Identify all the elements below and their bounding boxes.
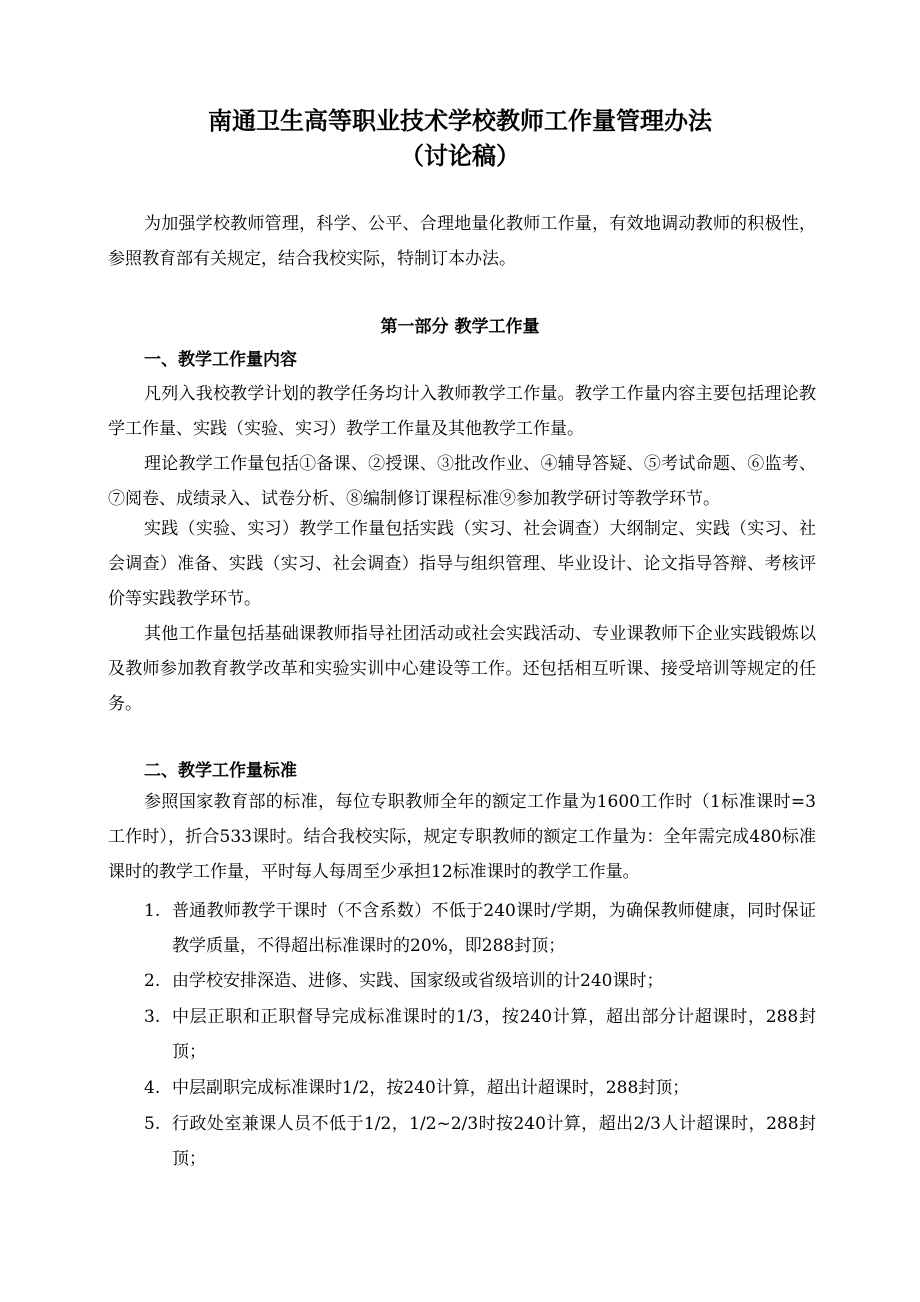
list-item <box>144 1107 816 1177</box>
document-title: 南通卫生高等职业技术学校教师工作量管理办法 <box>208 107 712 135</box>
list-item-text: 行政处室兼课人员不低于1/2，1/2~2/3时按240计算，超出2/3人计超课时，288封顶； <box>172 1114 816 1169</box>
section2-paragraph: 参照国家教育部的标准，每位专职教师全年的额定工作量为1600工作时（1标准课时=3工作时），折合533课时。结合我校实际，规定专职教师的额定工作量为：全年需完成480标准课时的教学工作量，平时每人每周至少承担12标准课时的教学工作量。 <box>108 792 816 882</box>
part1-heading: 第一部分 教学工作量 <box>380 317 540 337</box>
section1-paragraph: 其他工作量包括基础课教师指导社团活动或社会实践活动、专业课教师下企业实践锻炼以及教师参加教育教学改革和实验实训中心建设等工作。还包括相互听课、接受培训等规定的任务。 <box>108 624 816 714</box>
list-item <box>144 1071 816 1106</box>
list-item-number: 3. <box>144 1007 161 1027</box>
list-item <box>144 964 816 999</box>
list-item <box>144 894 816 964</box>
intro-paragraph: 为加强学校教师管理，科学、公平、合理地量化教师工作量，有效地调动教师的积极性，参照教育部有关规定，结合我校实际，特制订本办法。 <box>108 214 816 269</box>
list-item-text: 由学校安排深造、进修、实践、国家级或省级培训的计240课时； <box>172 971 664 991</box>
list-item <box>144 1000 816 1070</box>
list-item-text: 中层正职和正职督导完成标准课时的1/3，按240计算，超出部分计超课时，288封顶； <box>172 1007 816 1062</box>
list-item-number: 4. <box>144 1078 161 1098</box>
list-item-number: 1. <box>144 901 161 921</box>
section1-paragraph: 凡列入我校教学计划的教学任务均计入教师教学工作量。教学工作量内容主要包括理论教学工作量、实践（实验、实习）教学工作量及其他教学工作量。 <box>108 384 816 439</box>
list-item-number: 2. <box>144 971 161 991</box>
section2-heading: 二、教学工作量标准 <box>144 761 297 781</box>
section1-heading: 一、教学工作量内容 <box>144 350 297 370</box>
section1-paragraph: 实践（实验、实习）教学工作量包括实践（实习、社会调查）大纲制定、实践（实习、社会调查）准备、实践（实习、社会调查）指导与组织管理、毕业设计、论文指导答辩、考核评价等实践教学环节。 <box>108 519 816 609</box>
list-item-text: 普通教师教学干课时（不含系数）不低于240课时/学期，为确保教师健康，同时保证教学质量，不得超出标准课时的20%，即288封顶； <box>172 901 816 956</box>
document-subtitle: （讨论稿） <box>400 142 520 170</box>
section1-paragraph: 理论教学工作量包括①备课、②授课、③批改作业、④辅导答疑、⑤考试命题、⑥监考、⑦阅卷、成绩录入、试卷分析、⑧编制修订课程标准⑨参加教学研讨等教学环节。 <box>108 454 816 509</box>
list-item-number: 5. <box>144 1114 161 1134</box>
list-item-text: 中层副职完成标准课时1/2，按240计算，超出计超课时，288封顶； <box>172 1078 690 1098</box>
